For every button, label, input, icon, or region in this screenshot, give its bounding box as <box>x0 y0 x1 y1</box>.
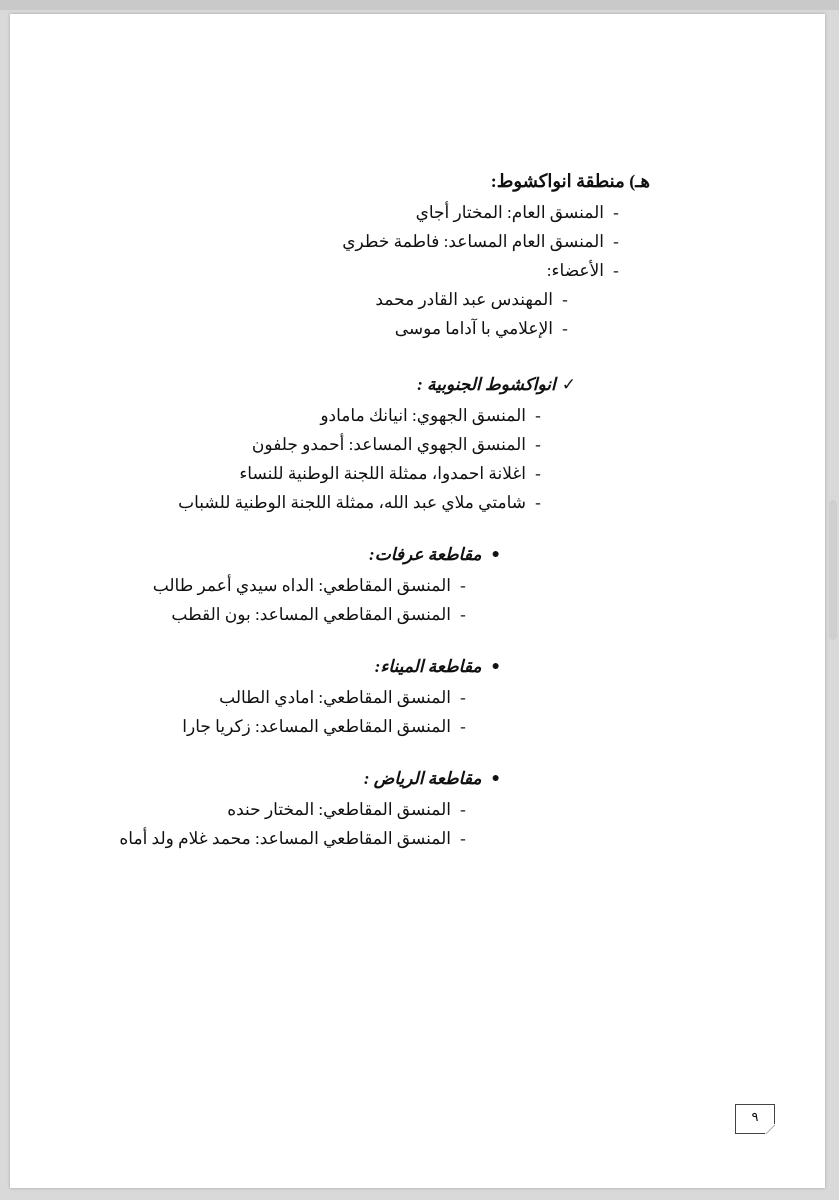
list-item <box>90 227 628 256</box>
section-riyad <box>90 763 650 853</box>
page-content <box>90 164 650 853</box>
list-item <box>90 314 577 343</box>
dash-marker: - <box>535 464 541 483</box>
list-item-text: المنسق المقاطعي: المختار حنده <box>227 800 451 819</box>
viewer-top-strip <box>0 0 839 10</box>
dash-marker: - <box>562 319 568 338</box>
section-mina <box>90 651 650 741</box>
list-item-text: الإعلامي با آداما موسى <box>394 319 553 338</box>
page-number-text: ٩ <box>751 1110 759 1125</box>
list-item-text: المنسق المقاطعي: امادي الطالب <box>219 688 451 707</box>
list-item <box>90 712 475 741</box>
page-fold-icon <box>765 1124 775 1134</box>
bullet-icon: ● <box>491 547 500 562</box>
dash-marker: - <box>460 800 466 819</box>
south-title: انواكشوط الجنوبية : <box>417 375 556 394</box>
dash-marker: - <box>613 232 619 251</box>
list-item <box>90 459 550 488</box>
list-item-text: المنسق المقاطعي: الداه سيدي أعمر طالب <box>152 576 451 595</box>
dash-marker: - <box>460 688 466 707</box>
dash-marker: - <box>460 605 466 624</box>
dash-marker: - <box>535 435 541 454</box>
dash-marker: - <box>460 717 466 736</box>
list-item <box>90 571 475 600</box>
list-item <box>90 285 577 314</box>
page-number <box>735 1104 775 1134</box>
list-item-text: شامتي ملاي عبد الله، ممثلة اللجنة الوطنية للشباب <box>178 493 526 512</box>
list-item <box>90 683 475 712</box>
list-item <box>90 401 550 430</box>
dash-marker: - <box>562 290 568 309</box>
list-item <box>90 488 550 517</box>
list-item-text: المنسق الجهوي: انيانك مامادو <box>320 406 526 425</box>
section-heading <box>90 651 500 683</box>
list-item <box>90 256 628 285</box>
list-item <box>90 824 475 853</box>
section-title: مقاطعة الميناء: <box>374 657 482 676</box>
top-items-list <box>90 198 650 285</box>
members-list <box>90 285 650 343</box>
list-item-text: المنسق العام: المختار أجاي <box>415 203 604 222</box>
south-list <box>90 401 650 517</box>
dash-marker: - <box>613 203 619 222</box>
list-item-text: المنسق المقاطعي المساعد: بون القطب <box>171 605 451 624</box>
section-title: مقاطعة عرفات: <box>369 545 482 564</box>
section-heading <box>90 539 500 571</box>
list-item-text: المنسق العام المساعد: فاطمة خطري <box>342 232 604 251</box>
section-title: مقاطعة الرياض : <box>363 769 482 788</box>
bullet-icon: ● <box>491 771 500 786</box>
south-heading <box>90 369 576 401</box>
list-item-text: المهندس عبد القادر محمد <box>375 290 553 309</box>
list-item <box>90 430 550 459</box>
list-item-text: اغلانة احمدوا، ممثلة اللجنة الوطنية للنساء <box>239 464 526 483</box>
list-item-text: المنسق الجهوي المساعد: أحمدو جلفون <box>251 435 526 454</box>
document-page <box>10 14 825 1188</box>
scrollbar-thumb[interactable] <box>829 500 837 640</box>
list-item-text: المنسق المقاطعي المساعد: زكريا جارا <box>182 717 451 736</box>
list-item-text: المنسق المقاطعي المساعد: محمد غلام ولد أماه <box>119 829 451 848</box>
dash-marker: - <box>613 261 619 280</box>
dash-marker: - <box>460 576 466 595</box>
dash-marker: - <box>535 493 541 512</box>
dash-marker: - <box>460 829 466 848</box>
checkmark-icon: ✓ <box>561 375 576 394</box>
bullet-icon: ● <box>491 659 500 674</box>
section-heading <box>90 763 500 795</box>
list-item <box>90 795 475 824</box>
list-item <box>90 600 475 629</box>
list-item-text: الأعضاء: <box>546 261 604 280</box>
dash-marker: - <box>535 406 541 425</box>
list-item <box>90 198 628 227</box>
section-arafat <box>90 539 650 629</box>
region-heading: هـ) منطقة انواكشوط: <box>490 171 650 191</box>
